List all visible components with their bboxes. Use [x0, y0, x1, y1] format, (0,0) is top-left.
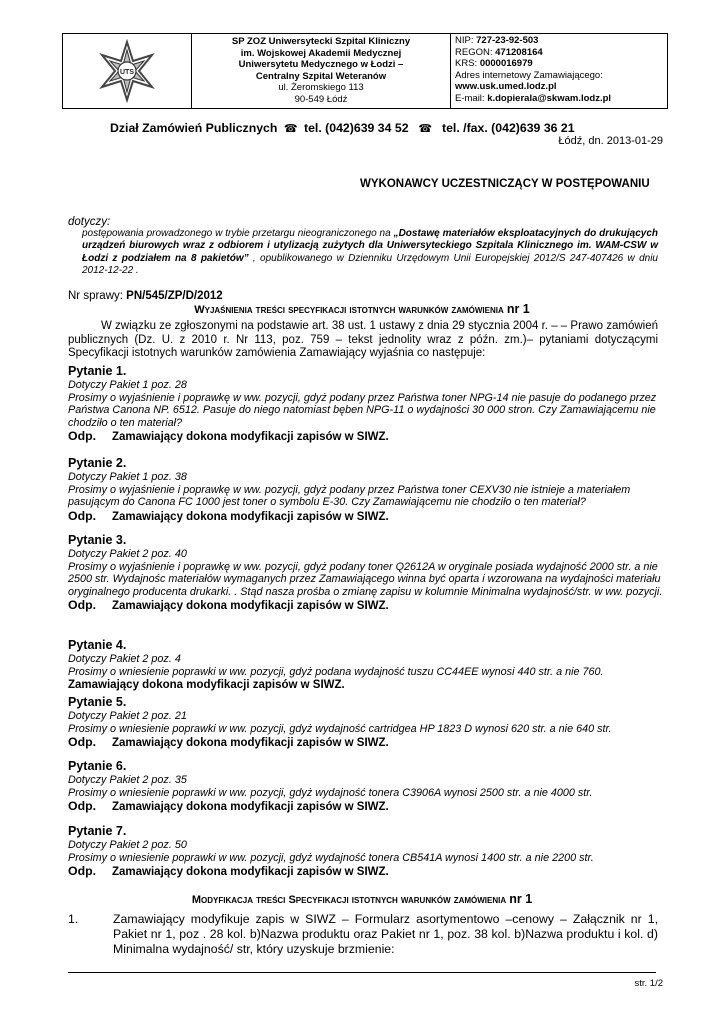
question-6 — [68, 759, 663, 814]
answer-label: Odp. — [68, 429, 97, 444]
regon-label: REGON: — [455, 46, 493, 58]
question-ref: Dotyczy Pakiet 2 poz. 40 — [68, 548, 187, 560]
question-body: Prosimy o wniesienie poprawki w ww. pozycji, gdyż wydajność cartridgea HP 1823 D wynosi 620 str. a nie 640 str. — [68, 722, 612, 735]
question-ref: Dotyczy Pakiet 1 poz. 38 — [68, 471, 187, 483]
hospital-logo — [63, 34, 192, 108]
question-1 — [68, 364, 663, 444]
org-line: Centralny Szpital Weteranów — [255, 70, 387, 82]
modification-item — [68, 912, 658, 957]
item-number: 1. — [68, 912, 79, 926]
website-label: Adres internetowy Zamawiającego: — [455, 69, 603, 81]
question-title: Pytanie 2. — [68, 456, 127, 470]
question-7 — [68, 824, 663, 879]
question-ref: Dotyczy Pakiet 2 poz. 4 — [68, 653, 181, 665]
answer-text: Zamawiający dokona modyfikacji zapisów w SIWZ. — [112, 510, 389, 523]
department-line — [110, 121, 575, 135]
address-city: 90-549 Łódź — [294, 93, 348, 105]
address-street: ul. Żeromskiego 113 — [278, 82, 364, 93]
answer-label: Odp. — [68, 864, 97, 879]
question-body: Prosimy o wyjaśnienie i poprawkę w ww. pozycji, gdyż podany przez Państwa toner CEXV30 nie istnieje a materiałem pasującym do Canona FC 1000 jest toner o symbolu E-30. Czy Zamawiającemu nie chodziło o ten materiał? — [68, 483, 631, 509]
dotyczy-part: postępowania prowadzonego w trybie przetargu nieograniczonego na — [82, 228, 394, 239]
registry-info — [451, 34, 667, 108]
fax-number: tel. /fax. (042)639 36 21 — [441, 121, 575, 135]
cross-logo-icon — [95, 39, 159, 103]
question-5 — [68, 695, 663, 750]
answer-text: Zamawiający dokona modyfikacji zapisów w SIWZ. — [112, 600, 389, 613]
org-line: SP ZOZ Uniwersytecki Szpital Kliniczny — [231, 36, 411, 47]
question-answer — [68, 598, 663, 613]
phone-icon: ☎ — [418, 123, 433, 135]
answer-text: Zamawiający dokona modyfikacji zapisów w SIWZ. — [112, 866, 389, 879]
nip-value: 727-23-92-503 — [476, 35, 539, 46]
tender-name: „Dostawę materiałów eksploatacyjnych do drukujących urządzeń biurowych wraz z odbiorem i utylizacją zużytych dla Uniwersyteckiego Szpitala Klinicznego im. WAM-CSW w Łodzi z podziałem na 8 pakietów” — [82, 228, 658, 264]
item-text: Zamawiający modyfikuje zapis w SIWZ – Formularz asortymentowo –cenowy – Załącznik nr 1, Pakiet nr 1, poz . 28 kol. b)Nazwa produktu oraz Pakiet nr 1, poz. 38 kol. b)Nazwa produktu i kol. d) Minimalna wydajność/ str, który uzyskuje brzmienie: — [113, 912, 658, 956]
question-ref: Dotyczy Pakiet 2 poz. 50 — [68, 839, 187, 851]
answer-label: Odp. — [68, 735, 97, 750]
question-title: Pytanie 1. — [68, 364, 127, 378]
answer-label: Odp. — [68, 799, 97, 814]
email-link[interactable]: k.dopierala@skwam.lodz.pl — [487, 92, 612, 104]
explanation-title — [0, 302, 724, 316]
page-number: str. 1/2 — [634, 978, 663, 989]
question-answer — [68, 735, 663, 750]
answer-text: Zamawiający dokona modyfikacji zapisów w SIWZ. — [112, 801, 389, 814]
question-ref: Dotyczy Pakiet 1 poz. 28 — [68, 379, 187, 391]
question-title: Pytanie 4. — [68, 638, 127, 652]
question-answer — [68, 799, 663, 814]
case-label: Nr sprawy: — [68, 290, 123, 302]
question-answer — [68, 429, 663, 444]
case-number-line — [68, 290, 223, 302]
svg-text:UTS: UTS — [120, 69, 134, 76]
dotyczy-part: , opublikowanego w Dzienniku Urzędowym Unii Europejskiej 2012/S 247-407426 w dniu 2012-12-22 . — [82, 252, 658, 276]
krs-label: KRS: — [455, 58, 478, 70]
email-label: E-mail: — [455, 92, 485, 104]
org-line: im. Wojskowej Akademii Medycznej — [240, 47, 402, 59]
question-2 — [68, 456, 663, 524]
answer-text: Zamawiający dokona modyfikacji zapisów w SIWZ. — [112, 737, 389, 750]
dotyczy-text — [82, 228, 658, 277]
question-answer — [68, 509, 663, 524]
website-link[interactable]: www.usk.umed.lodz.pl — [455, 81, 557, 93]
question-ref: Dotyczy Pakiet 2 poz. 35 — [68, 774, 187, 786]
question-title: Pytanie 3. — [68, 533, 127, 547]
dotyczy-label: dotyczy: — [68, 216, 111, 228]
recipients-title: WYKONAWCY UCZESTNICZĄCY W POSTĘPOWANIU — [360, 178, 650, 190]
krs-value: 0000016979 — [479, 58, 533, 70]
modification-number: nr 1 — [509, 892, 533, 906]
intro-paragraph — [68, 320, 658, 361]
phone-icon: ☎ — [283, 123, 298, 135]
question-answer — [68, 864, 663, 879]
modification-title — [0, 892, 724, 906]
regon-value: 471208164 — [495, 46, 543, 58]
case-number: PN/545/ZP/D/2012 — [126, 290, 223, 302]
intro-text: W związku ze zgłoszonymi na podstawie art. 38 ust. 1 ustawy z dnia 29 stycznia 2004 r. – – Prawo zamówień publicznych (Dz. U. z 2010 r. Nr 113, poz. 759 – tekst jednolity wraz z późn. zm.)– pytaniami dotyczącymi Specyfikacji istotnych warunków zamówienia Zamawiający wyjaśnia co następuje: — [68, 320, 658, 360]
question-body: Prosimy o wyjaśnienie i poprawkę w ww. pozycji, gdyż podany toner Q2612A w oryginale posiada wydajność 2000 str. a nie 2500 str. Wydajnośc materiałów wymaganych przez Zamawiającego winna być oparta i wzorowana na wydajności materiału oryginalnego producenta drukarki. . Stąd nasza prośba o zmianę zapisu w kolumnie Minimalna wydajność/str. w ww. pozycji. — [68, 560, 663, 598]
question-body: Prosimy o wyjaśnienie i poprawkę w ww. pozycji, gdyż podany przez Państwa toner NPG-14 nie pasuje do podanego przez Państwa Canona NP. 6512. Pasuje do niego natomiast bęben NPG-11 o wydajności 30 000 stron. Czy Zamawiającemu nie chodziło o ten materiał? — [68, 391, 657, 429]
question-4 — [68, 638, 663, 692]
nip-label: NIP: — [455, 35, 474, 46]
org-line: Uniwersytetu Medycznego w Łodzi – — [238, 59, 404, 70]
question-title: Pytanie 5. — [68, 695, 127, 709]
answer-label: Odp. — [68, 598, 97, 613]
question-ref: Dotyczy Pakiet 2 poz. 21 — [68, 710, 187, 722]
question-title: Pytanie 6. — [68, 759, 127, 773]
question-body: Prosimy o wniesienie poprawki w ww. pozycji, gdyż wydajność tonera CB541A wynosi 1400 str. a nie 2200 str. — [68, 851, 594, 864]
letterhead — [62, 33, 668, 109]
question-body: Prosimy o wniesienie poprawki w ww. pozycji, gdyż wydajność tonera C3906A wynosi 2500 str. a nie 4000 str. — [68, 786, 593, 799]
explanation-number: nr 1 — [506, 302, 530, 316]
organization-info — [192, 34, 451, 108]
department-name: Dział Zamówień Publicznych — [110, 121, 278, 135]
answer-label: Odp. — [68, 508, 97, 523]
answer-text: Zamawiający dokona modyfikacji zapisów w SIWZ. — [68, 679, 345, 692]
question-3 — [68, 533, 663, 613]
footer-divider — [68, 972, 656, 973]
modification-title-text: Modyfikacja treści Specyfikacji istotnych warunków zamówienia — [191, 894, 507, 906]
question-title: Pytanie 7. — [68, 824, 127, 838]
answer-text: Zamawiający dokona modyfikacji zapisów w SIWZ. — [112, 431, 389, 444]
question-body: Prosimy o wniesienie poprawki w ww. pozycji, gdyż podana wydajność tuszu CC44EE wynosi 440 str. a nie 760. — [68, 665, 604, 678]
phone-number: tel. (042)639 34 52 — [303, 121, 409, 135]
document-date: Łódź, dn. 2013-01-29 — [558, 135, 663, 147]
explanation-title-text: Wyjaśnienia treści specyfikacji istotnych warunków zamówienia — [194, 304, 504, 316]
